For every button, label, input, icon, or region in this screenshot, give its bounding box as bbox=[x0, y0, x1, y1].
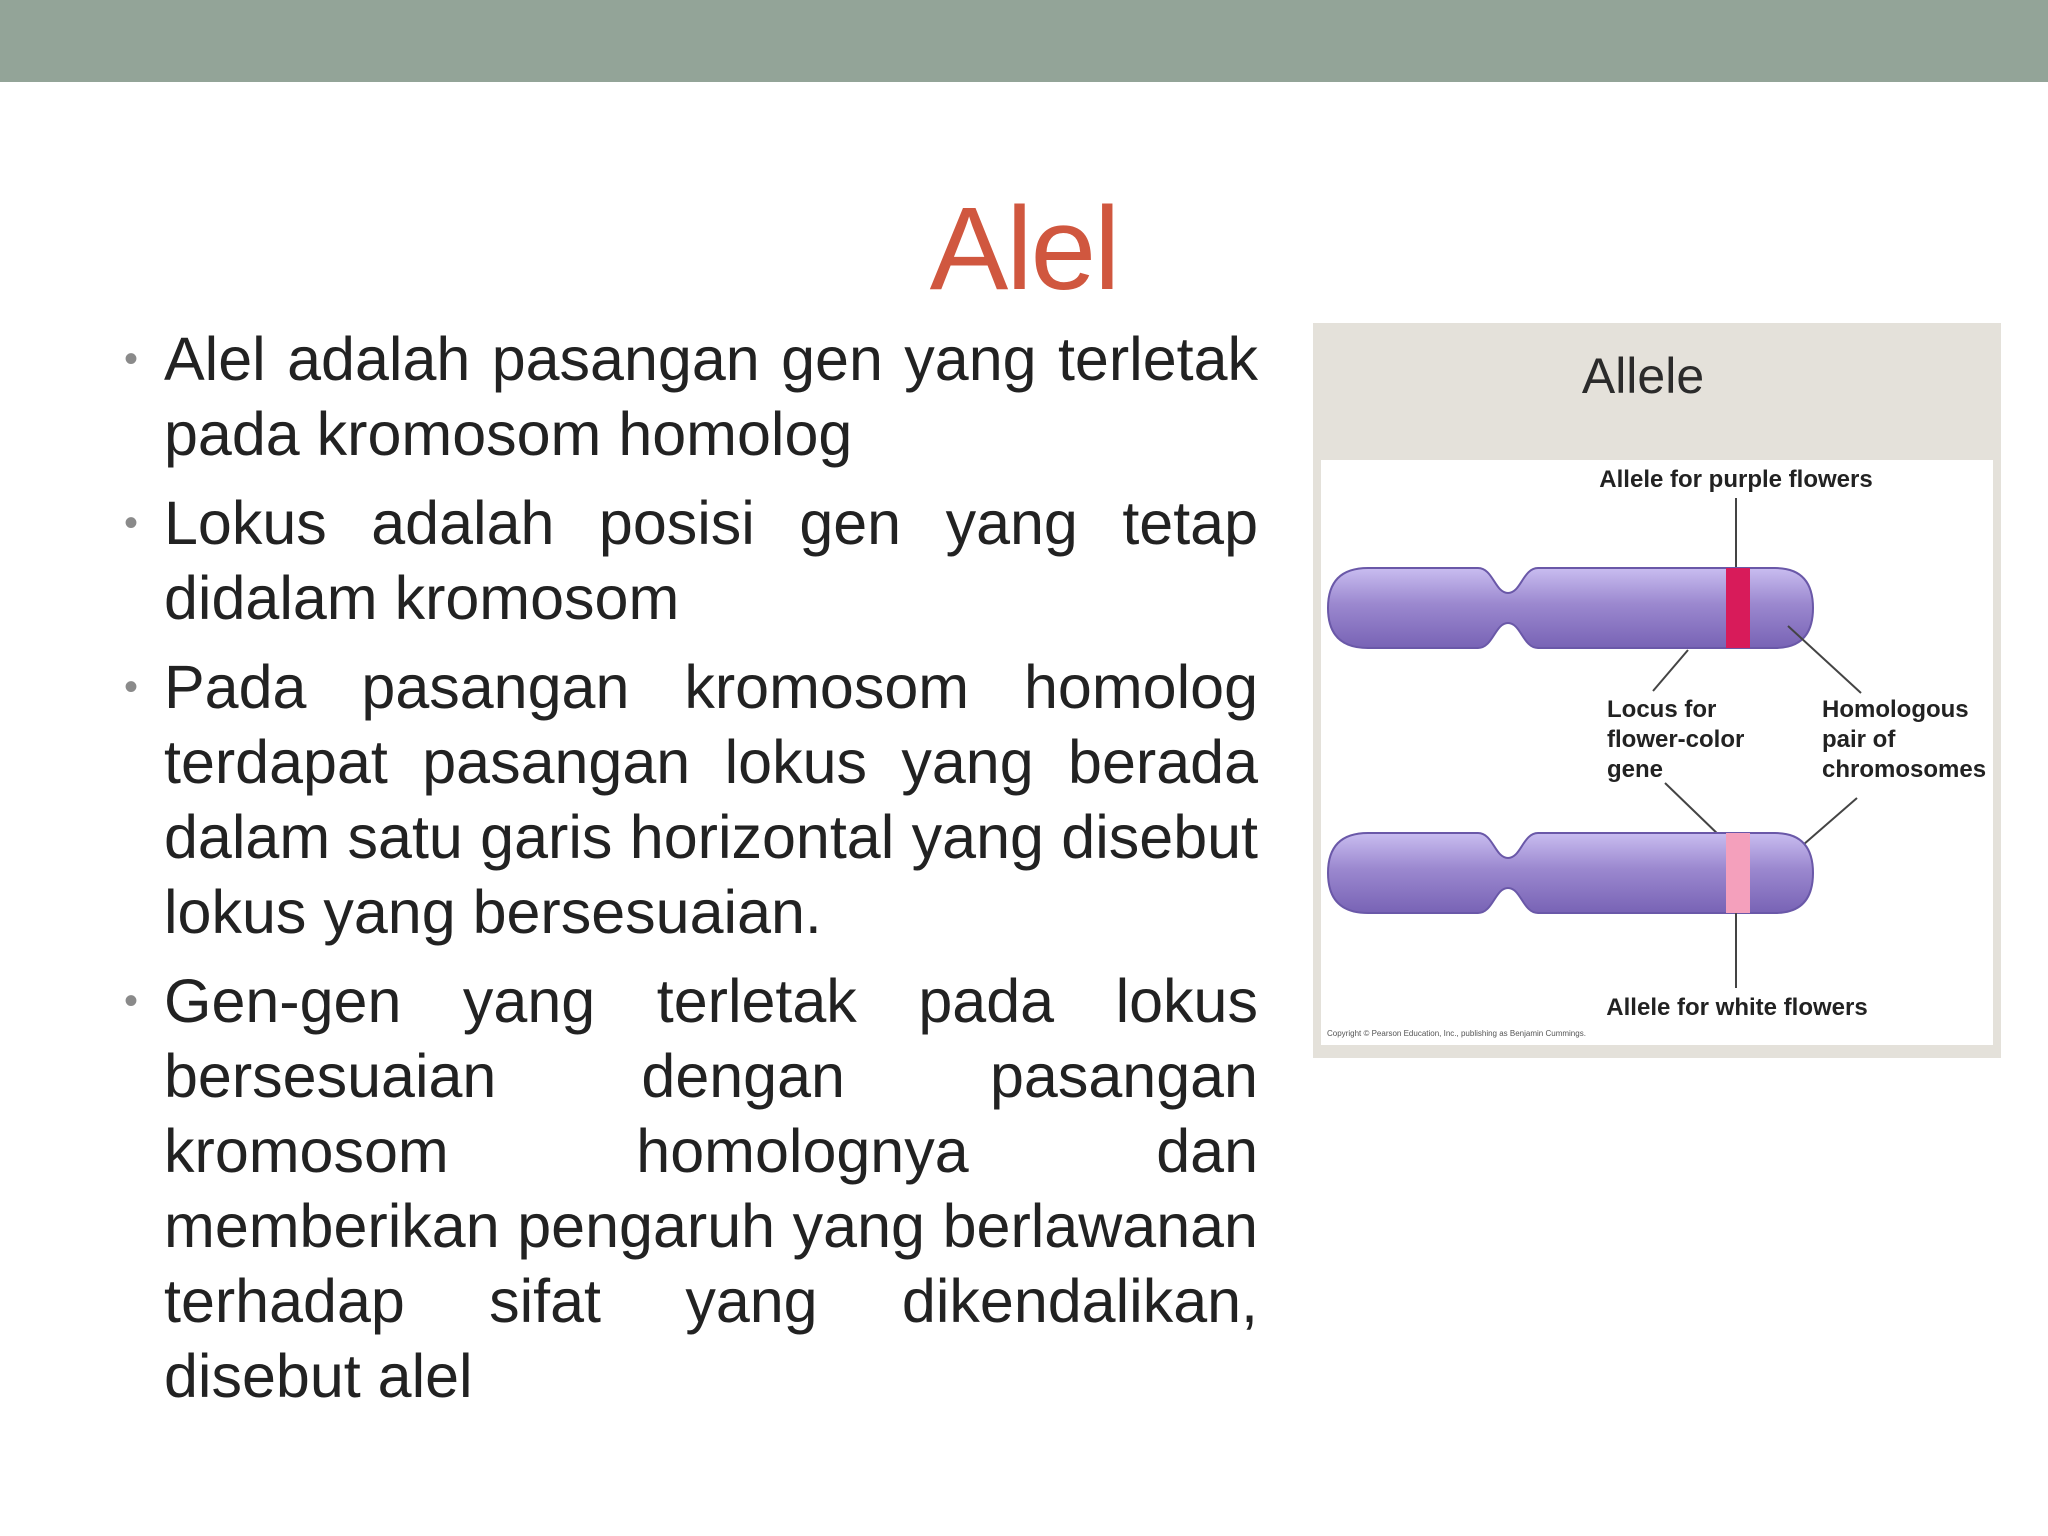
label-locus-line: gene bbox=[1607, 756, 1664, 783]
label-homologous-line: Homologous bbox=[1822, 696, 1969, 723]
bullet-marker: • bbox=[124, 337, 139, 381]
bullet-marker: • bbox=[124, 665, 139, 709]
label-purple-allele: Allele for purple flowers bbox=[1599, 466, 1873, 493]
figure-title: Allele bbox=[1581, 348, 1705, 404]
bullet-item bbox=[118, 650, 1258, 950]
bullet-text: Pada pasangan kromosom homolog terdapat pasangan lokus yang berada dalam satu garis horizontal yang disebut lokus yang bersesuaian. bbox=[164, 653, 1258, 946]
label-homologous-line: pair of bbox=[1822, 726, 1896, 753]
white-allele-band bbox=[1726, 833, 1750, 913]
bullet-item bbox=[118, 486, 1258, 636]
copyright-text: Copyright © Pearson Education, Inc., publishing as Benjamin Cummings. bbox=[1327, 1029, 1586, 1038]
label-locus-line: flower-color bbox=[1607, 726, 1745, 753]
chromosome-bottom bbox=[1328, 833, 1813, 913]
label-homologous-line: chromosomes bbox=[1822, 756, 1987, 783]
bullet-text: Alel adalah pasangan gen yang terletak pada kromosom homolog bbox=[164, 325, 1258, 468]
purple-allele-band bbox=[1726, 568, 1750, 648]
chromosome-top bbox=[1328, 568, 1813, 648]
bullet-marker: • bbox=[124, 501, 139, 545]
bullet-text: Gen-gen yang terletak pada lokus bersesuaian dengan pasangan kromosom homolognya dan memberikan pengaruh yang berlawanan terhadap sifat yang dikendalikan, disebut alel bbox=[164, 967, 1258, 1410]
allele-diagram bbox=[1313, 323, 2001, 1058]
bullet-text: Lokus adalah posisi gen yang tetap didalam kromosom bbox=[164, 489, 1258, 632]
bullet-list bbox=[118, 322, 1258, 1428]
allele-figure bbox=[1313, 323, 2001, 1058]
bullet-item bbox=[118, 964, 1258, 1414]
bullet-marker: • bbox=[124, 979, 139, 1023]
bullet-item bbox=[118, 322, 1258, 472]
slide-title: Alel bbox=[929, 183, 1119, 316]
label-white-allele: Allele for white flowers bbox=[1606, 994, 1868, 1021]
top-banner bbox=[0, 0, 2048, 82]
label-locus-line: Locus for bbox=[1607, 696, 1717, 723]
